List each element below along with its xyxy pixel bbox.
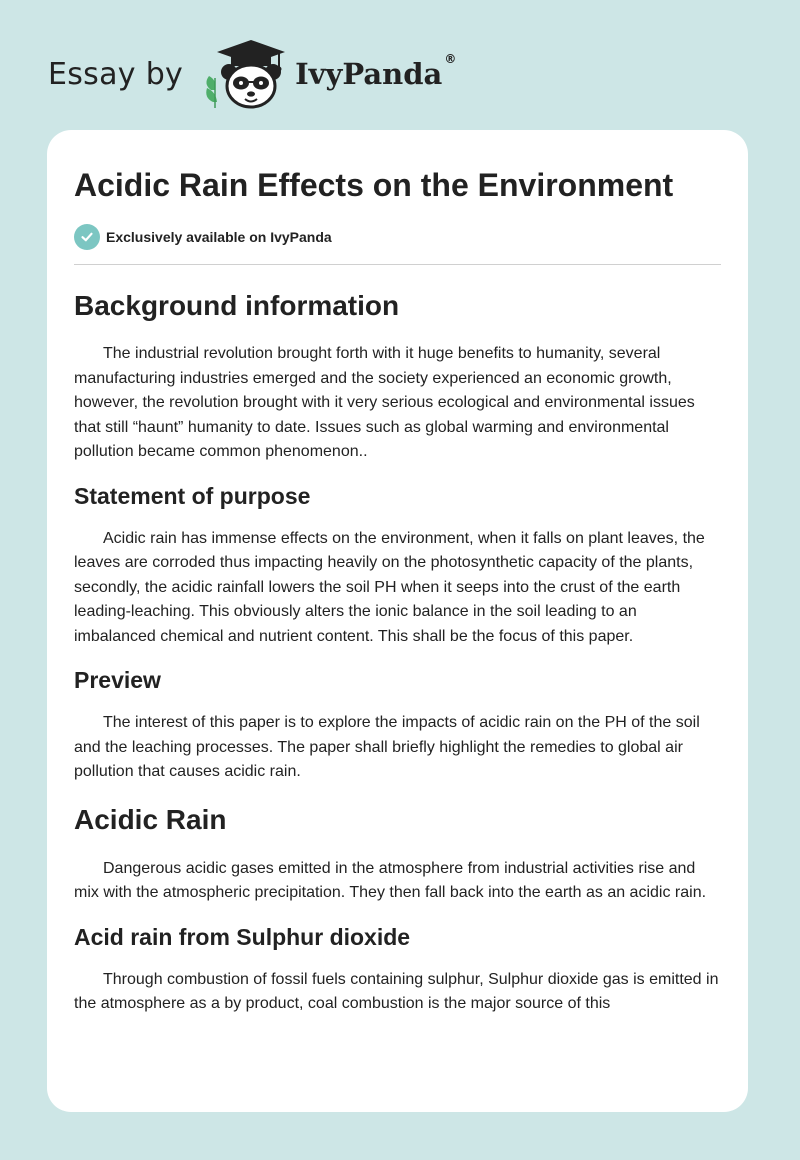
brand-name-text: IvyPanda: [295, 57, 443, 91]
exclusive-label: Exclusively available on IvyPanda: [106, 229, 332, 245]
section-paragraph: Dangerous acidic gases emitted in the atmosphere from industrial activities rise and mix with the atmospheric precipitation. They then fall back into the earth as an acidic rain.: [74, 859, 707, 901]
section-paragraph: Through combustion of fossil fuels containing sulphur, Sulphur dioxide gas is emitted in the atmosphere as a by product, coal combustion is the major source of this: [74, 970, 719, 1012]
section-statement-of-purpose: [74, 481, 721, 650]
section-heading: Acid rain from Sulphur dioxide: [74, 923, 411, 950]
brand-header: [48, 38, 456, 110]
section-heading: Preview: [74, 667, 161, 693]
panda-graduate-icon: [201, 38, 291, 110]
brand-prefix: Essay by: [48, 56, 184, 92]
check-mark-icon: [80, 230, 94, 244]
section-heading: Acidic Rain: [74, 803, 227, 835]
brand-name: [295, 52, 457, 91]
section-preview: [74, 665, 721, 785]
section-paragraph: The interest of this paper is to explore the impacts of acidic rain on the PH of the soil and the leaching processes. The paper shall briefly highlight the remedies to global air pollution that causes acidic rain.: [74, 714, 700, 780]
check-circle-icon: [74, 224, 100, 250]
title-divider: [74, 264, 721, 265]
section-heading: Background information: [74, 290, 400, 321]
essay-card: [47, 130, 748, 1112]
section-acidic-rain: [74, 803, 721, 906]
exclusive-notice: [74, 224, 721, 250]
registered-mark: ®: [444, 52, 457, 67]
section-paragraph: Acidic rain has immense effects on the environment, when it falls on plant leaves, the leaves are corroded thus impacting heavily on the photosynthetic capacity of the plants, secondly, the acidic rainfall lowers the soil PH when it seeps into the crust of the earth leading-leaching. This obviously alters the ionic balance in the soil leading to an imbalanced chemical and nutrient content. This shall be the focus of this paper.: [74, 529, 705, 645]
section-heading: Statement of purpose: [74, 482, 311, 509]
section-paragraph: The industrial revolution brought forth with it huge benefits to humanity, several manufacturing industries emerged and the society experienced an economic growth, however, the revolution brought with it very serious ecological and environmental issues that still “haunt” humanity to date. Issues such as global warming and environmental pollution became common phenomenon..: [74, 345, 695, 460]
section-sulphur-dioxide: [74, 922, 721, 1017]
page-title: Acidic Rain Effects on the Environment: [74, 167, 674, 203]
section-background: [74, 289, 721, 465]
